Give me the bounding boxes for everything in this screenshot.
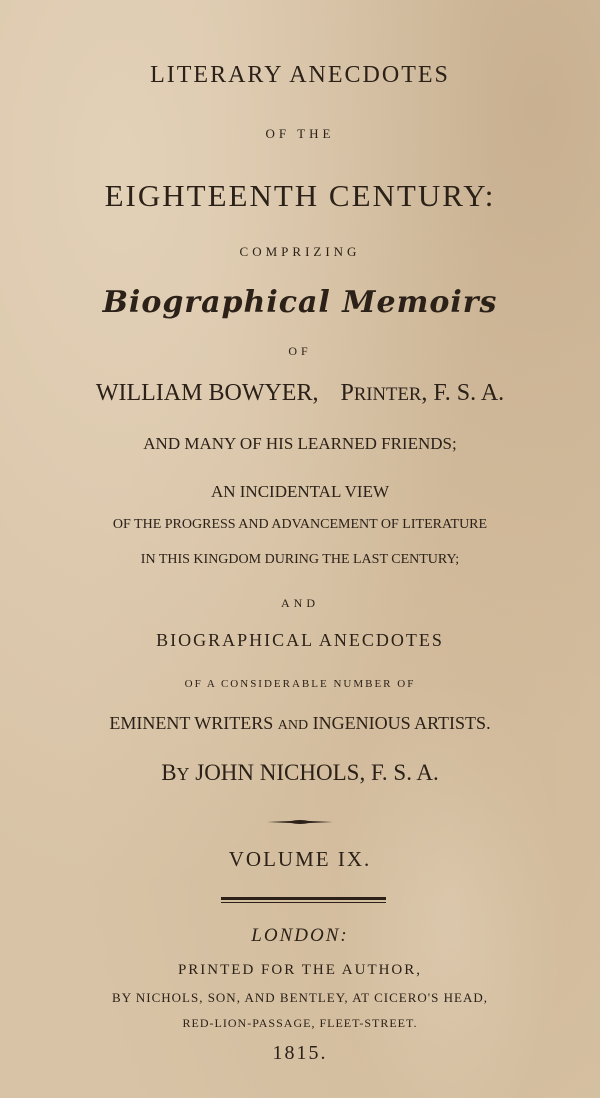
kingdom-line: IN THIS KINGDOM DURING THE LAST CENTURY; <box>140 552 460 567</box>
comprizing-label: COMPRIZING <box>239 244 361 259</box>
by-initial: B <box>161 760 177 785</box>
volume-line: VOLUME IX. <box>228 847 372 871</box>
author-line <box>0 760 600 786</box>
bio-anecdotes-line: BIOGRAPHICAL ANECDOTES <box>156 630 444 650</box>
imprint-address: RED-LION-PASSAGE, FLEET-STREET. <box>182 1016 418 1030</box>
considerable-number-line: OF A CONSIDERABLE NUMBER OF <box>184 678 416 690</box>
imprint-city: LONDON: <box>251 925 349 946</box>
subject-line <box>0 380 600 407</box>
of-label: OF <box>288 344 312 358</box>
and-small: AND <box>277 717 309 733</box>
imprint-printers: BY NICHOLS, SON, AND BENTLEY, AT CICERO'S HEAD, <box>112 990 488 1005</box>
subject-name: WILLIAM BOWYER, <box>95 380 319 406</box>
and-label: AND <box>281 596 319 610</box>
ornamental-rule <box>267 819 333 825</box>
subject-title: , F. S. A. <box>421 380 505 406</box>
imprint-printed-for: PRINTED FOR THE AUTHOR, <box>177 962 423 978</box>
eminent-writers-line <box>0 713 600 734</box>
title-line-3: EIGHTEENTH CENTURY: <box>104 178 496 213</box>
title-line-1: LITERARY ANECDOTES <box>150 62 450 88</box>
friends-line: AND MANY OF HIS LEARNED FRIENDS; <box>143 434 457 453</box>
double-rule <box>221 897 386 905</box>
title-line-2: OF THE <box>265 126 335 141</box>
progress-line: OF THE PROGRESS AND ADVANCEMENT OF LITERATURE <box>112 517 488 532</box>
subject-role-rest: RINTER <box>353 384 422 405</box>
by-rest: Y <box>176 764 190 784</box>
author-name: JOHN NICHOLS, F. S. A. <box>195 760 439 785</box>
subject-role-initial: P <box>340 380 354 406</box>
incidental-view-line: AN INCIDENTAL VIEW <box>210 482 390 501</box>
ingenious-artists: INGENIOUS ARTISTS. <box>312 713 491 733</box>
eminent-writers: EMINENT WRITERS <box>109 713 274 733</box>
biographical-memoirs-heading: Biographical Memoirs <box>102 285 498 320</box>
imprint-year: 1815. <box>272 1042 328 1064</box>
